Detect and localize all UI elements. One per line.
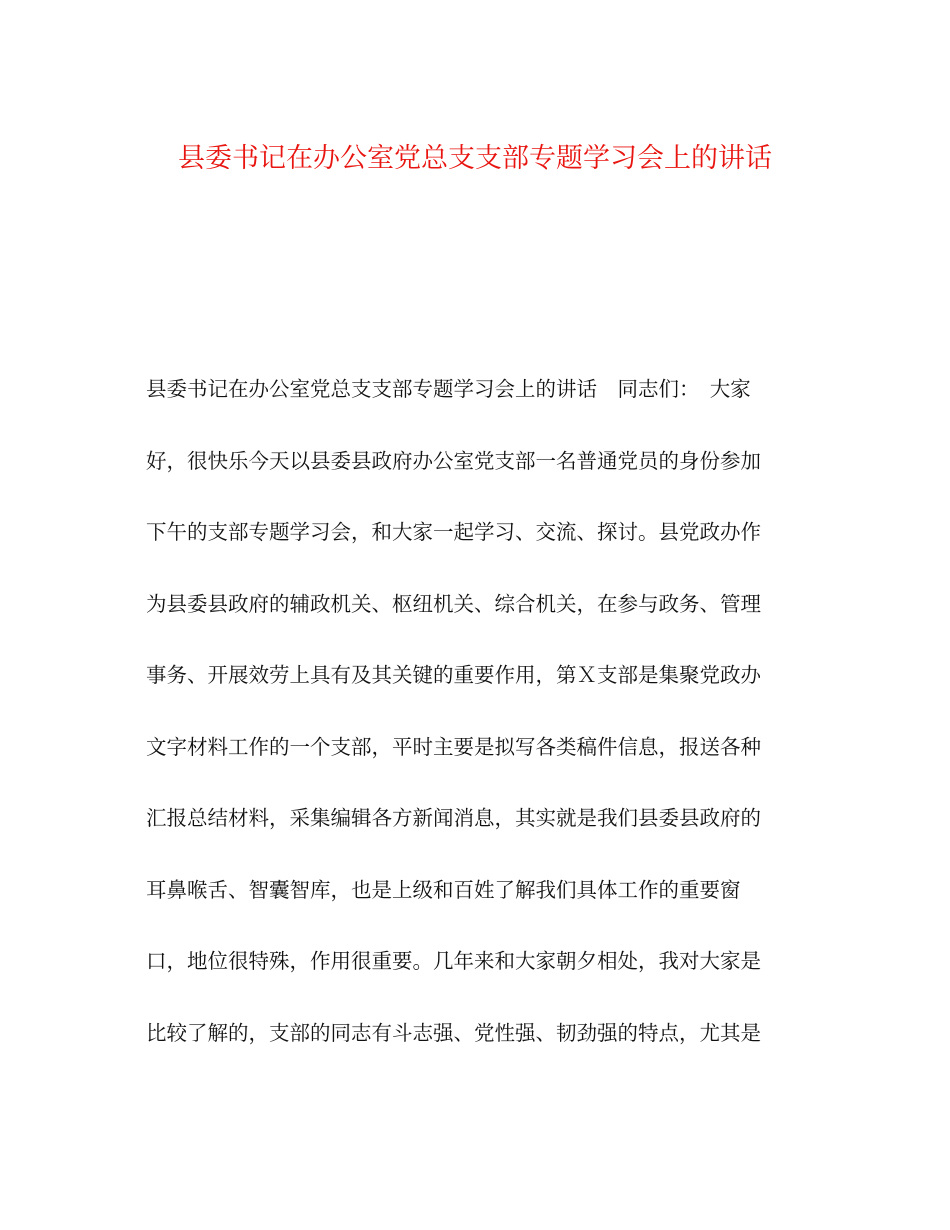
body-line: 县委书记在办公室党总支支部专题学习会上的讲话 同志们： 大家 — [146, 377, 751, 401]
body-line: 事务、开展效劳上具有及其关键的重要作用，第Ｘ支部是集聚党政办 — [146, 663, 761, 687]
body-line: 好，很快乐今天以县委县政府办公室党支部一名普通党员的身份参加 — [146, 448, 761, 473]
body-line: 汇报总结材料，采集编辑各方新闻消息，其实就是我们县委县政府的 — [146, 806, 761, 830]
body-line: 口，地位很特殊，作用很重要。几年来和大家朝夕相处，我对大家是 — [146, 949, 761, 973]
document-title: 县委书记在办公室党总支支部专题学习会上的讲话 — [178, 143, 772, 174]
body-line: 比较了解的，支部的同志有斗志强、党性强、韧劲强的特点，尤其是 — [146, 1020, 761, 1045]
body-line: 文字材料工作的一个支部，平时主要是拟写各类稿件信息，报送各种 — [146, 734, 761, 759]
document-body — [146, 364, 806, 1079]
body-line: 为县委县政府的辅政机关、枢纽机关、综合机关，在参与政务、管理 — [146, 591, 761, 616]
body-line: 耳鼻喉舌、智囊智库，也是上级和百姓了解我们具体工作的重要窗 — [146, 877, 741, 902]
body-line: 下午的支部专题学习会，和大家一起学习、交流、探讨。县党政办作 — [146, 520, 761, 544]
